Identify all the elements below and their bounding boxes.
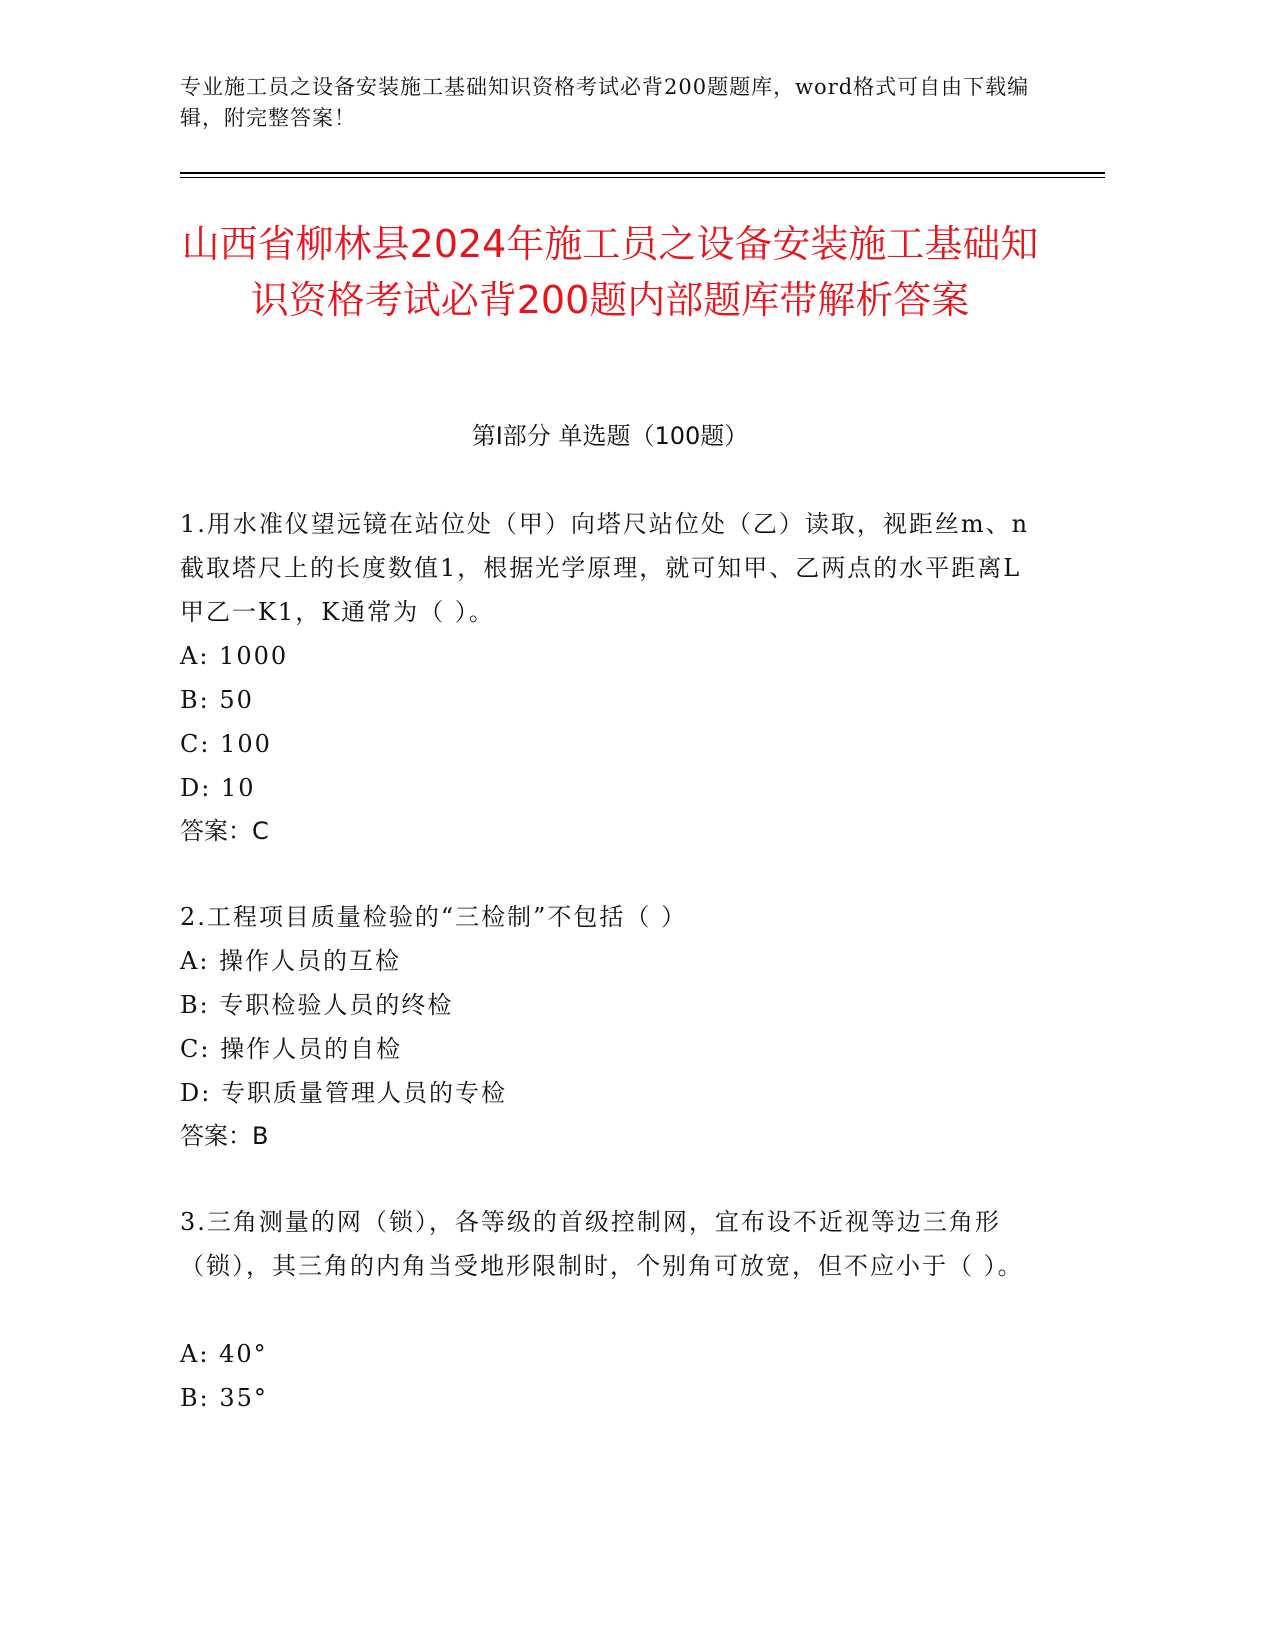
header-note: 专业施工员之设备安装施工基础知识资格考试必背200题题库，word格式可自由下载编辑，附完整答案！ — [180, 75, 1030, 130]
question-1-stem: 1.用水准仪望远镜在站位处（甲）向塔尺站位处（乙）读取，视距丝m、n截取塔尺上的长度数值1，根据光学原理，就可知甲、乙两点的水平距离L甲乙一K1，K通常为（ ）。 — [180, 510, 1030, 626]
question-1-option-a: A: 1000 — [180, 642, 289, 670]
question-3-option-a: A: 40° — [180, 1340, 268, 1368]
question-3-stem: 3.三角测量的网（锁），各等级的首级控制网，宜布设不近视等边三角形（锁），其三角的内角当受地形限制时，个别角可放宽，但不应小于（ ）。 — [180, 1208, 1024, 1280]
section-title: 第I部分 单选题（100题） — [471, 422, 749, 450]
question-1-option-d: D: 10 — [180, 774, 256, 802]
question-3-option-b: B: 35° — [180, 1384, 268, 1412]
question-2-option-c: C: 操作人员的自检 — [180, 1035, 403, 1063]
question-2-option-d: D: 专职质量管理人员的专检 — [180, 1079, 507, 1107]
question-2-option-b: B: 专职检验人员的终检 — [180, 991, 454, 1019]
question-2-stem: 2.工程项目质量检验的“三检制”不包括（ ） — [180, 903, 688, 931]
header-divider-thin — [180, 177, 1105, 178]
question-2-answer: 答案：B — [180, 1122, 269, 1150]
question-1-answer: 答案：C — [180, 817, 269, 845]
question-1-option-c: C: 100 — [180, 730, 272, 758]
question-2-option-a: A: 操作人员的互检 — [180, 947, 402, 975]
question-1-option-b: B: 50 — [180, 686, 254, 714]
header-divider-thick — [180, 172, 1105, 174]
document-title: 山西省柳林县2024年施工员之设备安装施工基础知识资格考试必背200题内部题库带解析答案 — [181, 222, 1039, 322]
